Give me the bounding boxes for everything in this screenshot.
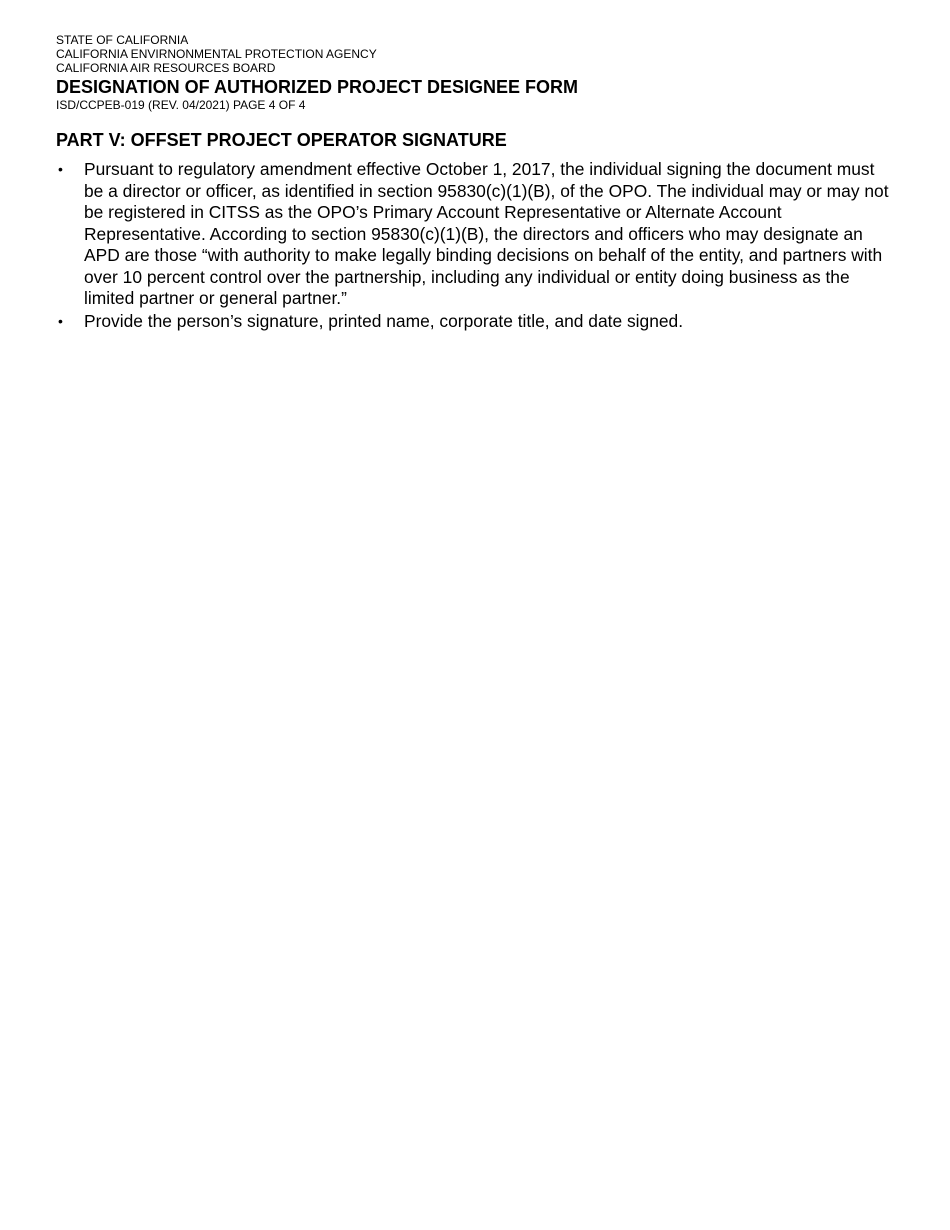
- agency-line-state: STATE OF CALIFORNIA: [56, 33, 189, 47]
- instruction-list: [56, 159, 896, 332]
- document-page: [56, 33, 896, 333]
- list-item: [56, 311, 896, 333]
- list-item-text: Provide the person’s signature, printed name, corporate title, and date signed.: [84, 310, 684, 331]
- list-item: [56, 159, 896, 310]
- document-header: [56, 33, 896, 112]
- agency-line-carb: CALIFORNIA AIR RESOURCES BOARD: [56, 61, 276, 75]
- bullet-icon: •: [58, 312, 63, 329]
- bullet-icon: •: [58, 161, 63, 177]
- list-item-text: Pursuant to regulatory amendment effective October 1, 2017, the individual signing the document must be a director or officer, as identified in section 95830(c)(1)(B), of the OPO. The individual may or may not be registered in CITSS as the OPO’s Primary Account Representative or Alternate Account Representative. According to section 95830(c)(1)(B), the directors and officers who may designate an APD are those “with authority to make legally binding decisions on behalf of the entity, and partners with over 10 percent control over the partnership, including any individual or entity doing business as the limited partner or general partner.”: [84, 159, 889, 308]
- section-heading: PART V: OFFSET PROJECT OPERATOR SIGNATURE: [56, 130, 507, 150]
- form-id: ISD/CCPEB-019 (REV. 04/2021) PAGE 4 OF 4: [56, 98, 306, 112]
- agency-line-epa: CALIFORNIA ENVIRNONMENTAL PROTECTION AGENCY: [56, 47, 377, 61]
- form-title: DESIGNATION OF AUTHORIZED PROJECT DESIGNEE FORM: [56, 77, 579, 97]
